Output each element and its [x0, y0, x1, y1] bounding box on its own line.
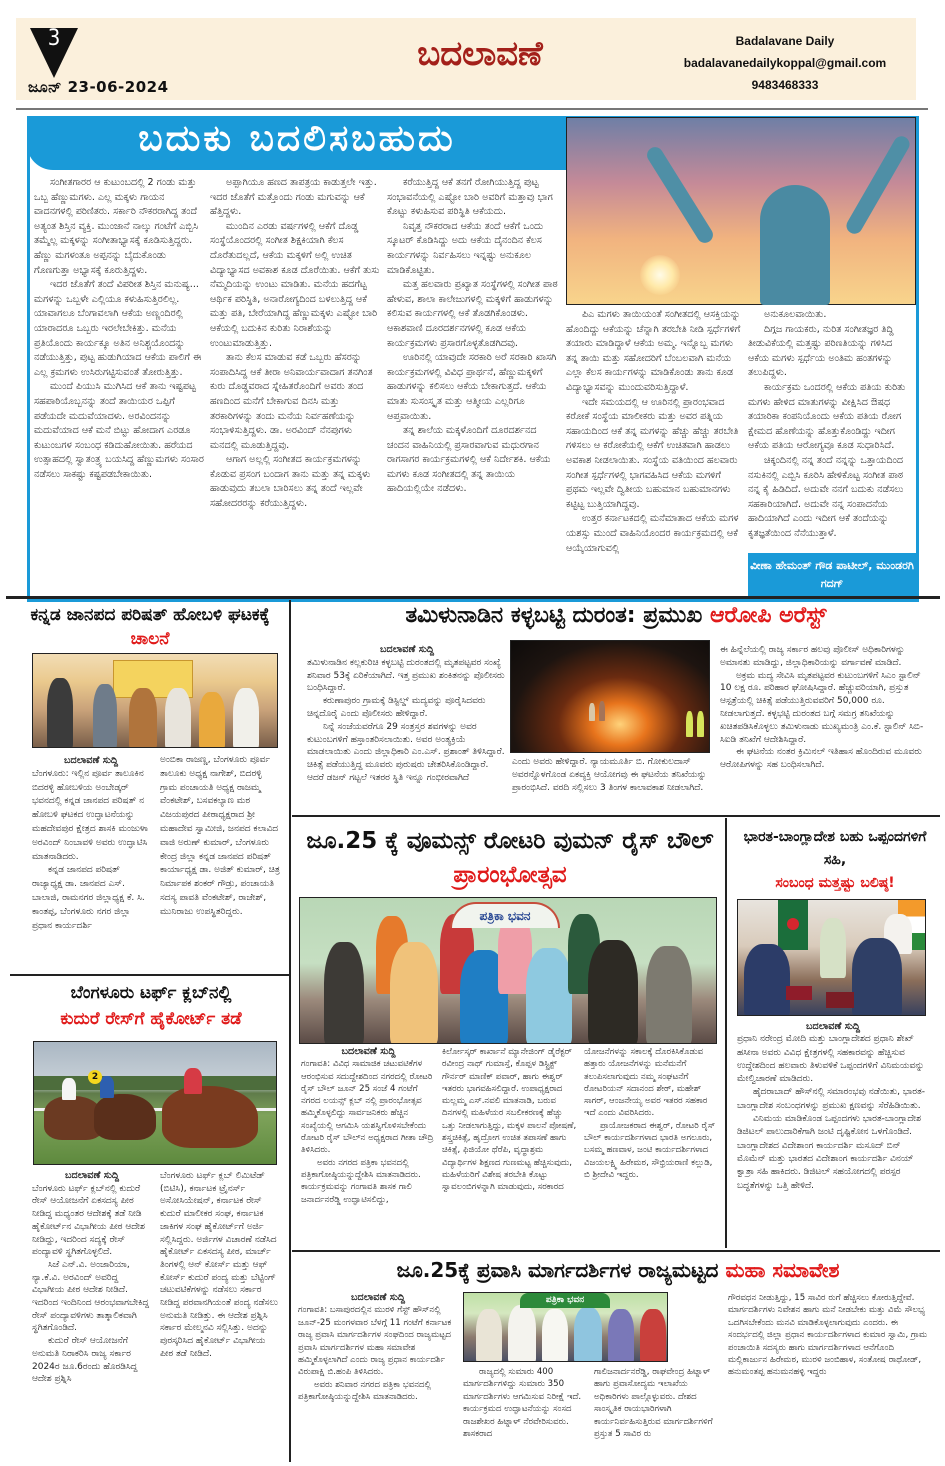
paragraph: ಗಂಗಾವತಿ: ವಿವಿಧ ಸಾಮಾಜಿಕ ಚಟುವಟಿಕೆಗಳ ಆರಂಭಿಸುವ ಸದುದ್ದೇಶದಿಂದ ನಗರದಲ್ಲಿ ರೋಟರಿ ರೈಸ್ ಬೌಲ್ ಜೂನ್ 25 ಸಂಜೆ 4 ಗಂಟೆಗೆ ನಗರದ ಲಯನ್ಸ್ ಕ್ಲಬ್ ನಲ್ಲಿ ಪ್ರಾರಂಭೋತ್ಸವ ಹಮ್ಮಿಕೊಳ್ಳಲಿದ್ದು ಸಾರ್ವಜನಿಕರು ಹೆಚ್ಚಿನ ಸಂಖ್ಯೆಯಲ್ಲಿ ಆಗಮಿಸಿ ಯಶಸ್ವಿಗೊಳಿಸಬೇಕೆಂದು ರೋಟರಿ ರೈಸ್ ಬೌಲ್‌ನ ಅಧ್ಯಕ್ಷರಾದ ಗೀತಾ ಚೌದ್ರಿ ತಿಳಿಸಿದರು.: [301, 1059, 434, 1156]
issue-date: ಜೂನ್ 23-06-2024: [28, 78, 169, 96]
paragraph: ಅಂಬಿಕಾ ರಾಜಣ್ಣ, ಬೆಂಗಳೂರು ಪೂರ್ವ ತಾಲೂಕು ಅಧ್ಯಕ್ಷ ನಾಗೇಶ್, ಬಿದರಳ್ಳಿ ಗ್ರಾಮ ಪಂಚಾಯತಿ ಅಧ್ಯಕ್ಷ ರಾಜಮ್ಮ ವೆಂಕಟೇಶ್, ಬಸವಕಲ್ಯಾಣ ಮಠ ವಿಜಯಪುರದ ಪೀಠಾಧ್ಯಕ್ಷರಾದ ಶ್ರೀ ಮಹಾದೇವ ಸ್ವಾಮೀಜಿ, ಜನಪದ ಕಲಾವಿದ ವಾಜಿ ಅರುಣ್ ಕುಮಾರ್, ಬೆಂಗಳೂರು ಕೇಂದ್ರ ಜಿಲ್ಲಾ ಕನ್ನಡ ಜಾನಪದ ಪರಿಷತ್ ಕಾರ್ಯಾಧ್ಯಕ್ಷ ಡಾ. ಅಜಿತ್ ಕುಮಾರ್, ಚಿತ್ರ ನಿರ್ಮಾಪಕ ಶಂಕರ್ ಗೌಡ್ರು, ಪಂಚಾಯತಿ ಸದಸ್ಯ ಪಾವತಿ ವೆಂಕಟೇಶ್, ರಾಜೇಶ್, ಮುನಿರಾಜು ಉಪಸ್ಥಿತರಿದ್ದರು.: [160, 755, 280, 917]
person: [589, 703, 595, 721]
paragraph: ಬೆಂಗಳೂರು ಟರ್ಫ್ ಕ್ಲಬ್ ಲಿಮಿಟೆಡ್ (ಬಿಟಿಸಿ), ಕರ್ನಾಟಕ ಟ್ರೈನರ್ಸ್ ಅಸೋಸಿಯೇಷನ್, ಕರ್ನಾಟಕ ರೇಸ್ ಕುದುರೆ ಮಾಲೀಕರ ಸಂಘ, ಕರ್ನಾಟಕ ಜಾಕಿಗಳ ಸಂಘ ಹೈಕೋರ್ಟ್‌ಗೆ ಅರ್ಜಿ ಸಲ್ಲಿಸಿದ್ದರು. ಅರ್ಜಿಗಳ ವಿಚಾರಣೆ ನಡೆಸಿದ ಹೈಕೋರ್ಟ್ ಏಕಸದಸ್ಯ ಪೀಠ, ಮಾರ್ಚ್ ತಿಂಗಳಲ್ಲಿ ಆನ್ ಕೋರ್ಸ್ ಮತ್ತು ಆಫ್ ಕೋರ್ಸ್ ಕುದುರೆ ಪಂದ್ಯ ಮತ್ತು ಬೆಟ್ಟಿಂಗ್ ಚಟುವಟಿಕೆಗಳನ್ನು ನಡೆಸಲು ಸರ್ಕಾರ ನೀಡಿದ್ದ ಪರವಾನಗಿಯಂತೆ ಪಂದ್ಯ ನಡೆಸಲು ಅನುಮತಿ ನೀಡಿತ್ತು. ಈ ಆದೇಶ ಪ್ರಶ್ನಿಸಿ ಸರ್ಕಾರ ಮೇಲ್ಮನವಿ ಸಲ್ಲಿಸಿತ್ತು. ಅದನ್ನು ಪುರಸ್ಕರಿಸಿದ ಹೈಕೋರ್ಟ್ ವಿಭಾಗೀಯ ಪೀಠ ತಡೆ ನೀಡಿದೆ.: [160, 1171, 279, 1359]
parishat-column-2: [160, 754, 280, 972]
bangladesh-signing-photo: [737, 899, 926, 1016]
person: [608, 1309, 634, 1362]
parishat-event-photo: [32, 653, 278, 748]
person: [542, 1309, 568, 1362]
paragraph: ಅನುಕೂಲವಾಯಿತು.: [764, 309, 827, 320]
photo-sign: ಪತ್ರಿಕಾ ಭವನ: [520, 1293, 610, 1308]
person: [390, 942, 438, 1044]
feature-column-3: [387, 176, 559, 596]
byline: ಬದಲಾವಣೆ ಸುದ್ದಿ: [806, 1021, 860, 1032]
paragraph: ಉತ್ತರ ಕರ್ನಾಟಕದಲ್ಲಿ ಮನೆಮಾತಾದ ಆಕೆಯ ಮಗಳ ಯಶಸ್ಸು ಮುಂದೆ ವಾಹಿನಿಯೊಂದರ ಕಾರ್ಯಕ್ರಮದಲ್ಲಿ ಆಕೆ ಆಯ್ಕೆಯಾಗುವಲ್ಲಿ: [566, 513, 739, 554]
tamilnadu-headline[interactable]: [292, 600, 940, 632]
paragraph: ಕರೆಯುತ್ತಿದ್ದ ಆಕೆ ತನಗೆ ರೋಗಿಯುತ್ತಿದ್ದ ಪುಟ್ಟ ಸಂಭಾವನೆಯಲ್ಲಿ ಎಷ್ಟೋ ಬಾರಿ ಅವರಿಗೆ ಮತ್ತಾವು ಭಾಗ ಕೊಟ್ಟು ಕಳುಹಿಸುವ ಪರಿಸ್ಥಿತಿ ಆಕೆಯದು.: [387, 177, 553, 218]
paragraph: ಅಪ್ಪಾಗಿಯೂ ಹಣದ ತಾಪತ್ರಯ ಕಾಡುತ್ತಲೇ ಇತ್ತು. ಇದರ ಜೊತೆಗೆ ಮತ್ತೊಂದು ಗಂಡು ಮಗುವನ್ನು ಆಕೆ ಹೆತ್ತಿದ್ದಳು.: [210, 177, 377, 218]
headline-black-text: ಜೂ.25 ಕ್ಕೆ ವೂಮನ್ಸ್ ರೋಟರಿ ವುಮನ್ ರೈಸ್ ಬೌಲ್: [306, 828, 714, 854]
person: [526, 948, 572, 1044]
paragraph: ನಿವೃತ್ತ ನೌಕರರಾದ ಆಕೆಯ ತಂದೆ ಆಕೆಗೆ ಒಂದು ಸ್ಕೂಟರ್ ಕೊಡಿಸಿದ್ದು ಅದು ಆಕೆಯ ದೈನಂದಿನ ಕೆಲಸ ಕಾರ್ಯಗಳನ್ನು ನಿರ್ವಹಿಸಲು ಇನ್ನಷ್ಟು ಅನುಕೂಲ ಮಾಡಿಕೊಟ್ಟಿತು.: [387, 220, 544, 276]
contact-email[interactable]: badalavanedailykoppal@gmail.com: [683, 56, 887, 70]
paragraph: ಅವರು ನಗರದ ಪತ್ರಿಕಾ ಭವನದಲ್ಲಿ ಪತ್ರಿಕಾಗೋಷ್ಠಿಯನ್ನುದ್ದೇಶಿಸಿ ಮಾತನಾಡಿದರು. ಕಾರ್ಯಕ್ರಮವನ್ನು ಗಂಗಾವತಿ ಶಾಸಕ ಗಾಲಿ ಜನಾರ್ದನರೆಡ್ಡಿ ಉದ್ಘಾಟಿಸಲಿದ್ದು,: [301, 1157, 421, 1205]
paragraph: ಬೆಂಗಳೂರು: ಇಲ್ಲಿನ ಪೂರ್ವ ತಾಲೂಕಿನ ಬಿದರಳ್ಳಿ ಹೋಬಳಿಯ ಅಂಬೇಡ್ಕರ್ ಭವನದಲ್ಲಿ ಕನ್ನಡ ಜಾನಪದ ಪರಿಷತ್ ನ ಹೋಬಳಿ ಘಟಕದ ಉದ್ಘಾಟನೆಯನ್ನು ಮಹದೇವಪುರ ಕ್ಷೇತ್ರದ ಶಾಸಕಿ ಮಂಜುಳಾ ಅರವಿಂದ್ ನಿಂಬಾವಳಿ ಅವರು ಉದ್ಘಾಟಿಸಿ ಮಾತನಾಡಿದರು.: [32, 768, 148, 862]
paragraph: ಕನ್ನಡ ಜಾನಪದ ಪರಿಷತ್ ರಾಜ್ಯಾಧ್ಯಕ್ಷ ಡಾ. ಜಾನಪದ ಎಸ್. ಬಾಲಾಜಿ, ರಾಮನಗರ ಜಿಲ್ಲಾಧ್ಯಕ್ಷ ಕೆ. ಸಿ. ಕಾಂತಪ್ಪ, ಬೆಂಗಳೂರು ನಗರ ಜಿಲ್ಲಾ ಪ್ರಧಾನ ಕಾರ್ಯದರ್ಶಿ: [32, 865, 145, 931]
bangladesh-headline[interactable]: [735, 826, 935, 895]
section-divider: [6, 596, 940, 599]
jockey: [100, 1076, 114, 1098]
headline-black-text: ಜೂ.25ಕ್ಕೆ ಪ್ರವಾಸಿ ಮಾರ್ಗದರ್ಶಿಗಳ ರಾಜ್ಯಮಟ್ಟದ: [396, 1258, 719, 1282]
person: [165, 688, 191, 748]
guides-column-4: [728, 1292, 932, 1462]
contact-block: [650, 30, 920, 96]
headline-black-text: ತಮಿಳುನಾಡಿನ ಕಳ್ಳಬಟ್ಟಿ ದುರಂತ: ಪ್ರಮುಖ: [405, 603, 703, 628]
headline-black-text: ಬೆಂಗಳೂರು ಟರ್ಫ್ ಕ್ಲಬ್‌ನಲ್ಲಿ: [70, 983, 232, 1003]
byline: ಬದಲಾವಣೆ ಸುದ್ದಿ: [64, 755, 118, 766]
agreement-folder: [786, 986, 812, 1000]
guides-column-2: [463, 1366, 589, 1462]
paragraph: ಪ್ರಾಯೋಜಕರಾದ ಈಶ್ವರ್, ರೋಟರಿ ರೈಸ್ ಬೌಲ್ ಕಾರ್ಯದರ್ಶಿಗಳಾದ ಭಾರತಿ ಅಗಲೂರು, ಬಸಮ್ಮ ಹಣವಾಳ, ಜಂಟಿ ಕಾರ್ಯದರ್ಶಿಗಳಾದ ವಿಜಯಲಕ್ಷ್ಮಿ ಹಿರೇಮಠ, ಸೌಭ್ರಿಯರಾಣಿ ಕಲ್ಲುಡಿ, ಬಿ ಶ್ರೀದೇವಿ ಇದ್ದರು.: [584, 1120, 716, 1180]
race-column-1: [32, 1170, 152, 1466]
paragraph: ಗಂಗಾವತಿ: ಬಸಾಪುರದಲ್ಲಿನ ಮುರಳಿ ಗೆಸ್ಟ್ ಹೌಸ್‌ನಲ್ಲಿ ಜೂನ್-25 ಮಂಗಳವಾರ ಬೆಳಗ್ಗೆ 11 ಗಂಟೆಗೆ ಕರ್ನಾಟಕ ರಾಜ್ಯ ಪ್ರವಾಸಿ ಮಾರ್ಗದರ್ಶಿಗಳ ಸಂಘದಿಂದ ರಾಜ್ಯಮಟ್ಟದ ಪ್ರವಾಸಿ ಮಾರ್ಗದರ್ಶಿಗಳ ಮಹಾ ಸಮಾವೇಶ ಹಮ್ಮಿಕೊಳ್ಳಲಾಗಿದೆ ಎಂದು ರಾಜ್ಯ ಪ್ರಧಾನ ಕಾರ್ಯದರ್ಶಿ ವಿರುಪಾಕ್ಷಿ ಬಿ.ಹಂಪಿ ತಿಳಿಸಿದರು.: [298, 1305, 452, 1378]
paragraph: ಇದರ ಜೊತೆಗೆ ತಂದೆ ವಿಪರೀತ ಶಿಸ್ತಿನ ಮನುಷ್ಯ... ಮಗಳನ್ನು ಒಬ್ಬಳೇ ಎಲ್ಲಿಯೂ ಕಳುಹಿಸುತ್ತಿರಲಿಲ್ಲ. ಯಾವಾಗಲೂ ಬೆಂಗಾವಲಾಗಿ ಆಕೆಯ ಅಣ್ಣಂದಿರಲ್ಲಿ ಯಾರಾದರೂ ಒಬ್ಬರು ಇರಲೇಬೇಕಿತ್ತು. ಮನೆಯ ಪ್ರತಿಯೊಂದು ಕಾರ್ಯಕ್ಕೂ ಅತಿನ ಅನಿಶ್ಚಯೊಂದನ್ನು ನಡೆಯುತ್ತಿತ್ತು, ಪುಟ್ಟ ಹುಡುಗಿಯಾದ ಆಕೆಯ ಪಾಲಿಗೆ ಈ ಎಲ್ಲ ಕ್ರಮಗಳು ಉಸಿರುಗಟ್ಟಿಸುವಂತೆ ತೋರುತ್ತಿತ್ತು.: [34, 279, 202, 378]
publication-name: Badalavane Daily: [735, 34, 835, 48]
guides-column-1: [298, 1292, 458, 1462]
headline-red-text: ಸಂಬಂಧ ಮತ್ತಷ್ಟು ಬಲಿಷ್ಠ!: [775, 875, 895, 891]
person: [574, 1307, 602, 1362]
paragraph: ಈ ಘಟನೆಯ ನಂತರ ಕ್ರಿಮಿನಲ್ ಇತಿಹಾಸ ಹೊಂದಿರುವ ಮೂವರು ಆರೋಪಿಗಳನ್ನು ಸಹ ಬಂಧಿಸಲಾಗಿದೆ.: [720, 747, 922, 771]
headline-red-text: ಕುದುರೆ ರೇಸ್‌ಗೆ ಹೈಕೋರ್ಟ್ ತಡೆ: [60, 1009, 242, 1029]
paragraph: ಸಂಗೀತಗಾರರ ಆ ಕುಟುಂಬದಲ್ಲಿ 2 ಗಂಡು ಮತ್ತು ಒಬ್ಬ ಹೆಣ್ಣುಮಗಳು. ಎಲ್ಲ ಮಕ್ಕಳು ಗಾಯನ ವಾದನಗಳಲ್ಲಿ ಪರಿಣಿತರು. ಸರ್ಕಾರಿ ನೌಕರರಾಗಿದ್ದ ತಂದೆ ಅತ್ಯಂತ ಶಿಸ್ತಿನ ವ್ಯಕ್ತಿ. ಮುಂಜಾನೆ ನಾಲ್ಕು ಗಂಟೆಗೆ ಎಬ್ಬಿಸಿ ತಮ್ಮೆಲ್ಲ ಮಕ್ಕಳನ್ನು ಸಂಗೀತಾಭ್ಯಾಸಕ್ಕೆ ಕೂಡಿಸುತ್ತಿದ್ದರು. ಹೆಣ್ಣು ಮಗಳಂತೂ ಅಪ್ಪನನ್ನು ಬೈದುಕೊಂಡು ಗೊಣಗುತ್ತಾ ಅಭ್ಯಾಸಕ್ಕೆ ಕೂರುತ್ತಿದ್ದಳು.: [34, 177, 199, 276]
bangladesh-column: [737, 1020, 929, 1248]
race-headline[interactable]: [10, 980, 292, 1032]
bangladesh-flag: [778, 900, 808, 950]
paragraph: ಕರುಣಾಪುರಂ ಗ್ರಾಮಕ್ಕೆ ಡಿಸ್ಟಿಲ್ಡ್ ಮದ್ಯವನ್ನು ಪೂರೈಸಿದವರು ಚಿನ್ನದೊರೈ ಎಂದು ಪೊಲೀಸರು ಹೇಳಿದ್ದಾರೆ.: [307, 696, 486, 719]
byline: ಬದಲಾವಣೆ ಸುದ್ದಿ: [65, 1170, 119, 1181]
tamilnadu-column-2: [512, 756, 712, 812]
headline-red-text: ಪ್ರಾರಂಭೋತ್ಸವ: [453, 862, 567, 888]
tamilnadu-column-3: [720, 644, 930, 810]
paragraph: ಮುಂದಿನ ಎರಡು ವರ್ಷಗಳಲ್ಲಿ ಆಕೆಗೆ ದೊಡ್ಡ ಸಂಸ್ಥೆಯೊಂದರಲ್ಲಿ ಸಂಗೀತ ಶಿಕ್ಷಕಿಯಾಗಿ ಕೆಲಸ ದೊರೆತುದಲ್ಲದೆ, ಆಕೆಯ ಮಕ್ಕಳಿಗೆ ಅಲ್ಲಿ ಉಚಿತ ವಿದ್ಯಾಭ್ಯಾಸದ ಅವಕಾಶ ಕೂಡ ದೊರೆಯಿತು. ಆಕೆಗೆ ತುಸು ನೆಮ್ಮದಿಯನ್ನು ಉಂಟು ಮಾಡಿತು. ಮನೆಯ ಹದಗೆಟ್ಟ ಆರ್ಥಿಕ ಪರಿಸ್ಥಿತಿ, ಅನಾರೋಗ್ಯದಿಂದ ಬಳಲುತ್ತಿದ್ದ ಆಕೆ ಮತ್ತು ಪತಿ, ಬೇರೆಯಾಗಿದ್ದ ಹೆಣ್ಣುಮಕ್ಕಳು ಎಷ್ಟೋ ಬಾರಿ ಆಕೆಯಲ್ಲಿ ಬದುಕಿನ ಕುರಿತು ನಿರಾಶೆಯನ್ನು ಉಂಟುಮಾಡುತ್ತಿತ್ತು.: [210, 220, 380, 349]
headline-red-text: ಮಹಾ ಸಮಾವೇಶ: [725, 1258, 840, 1282]
guides-column-3: [594, 1366, 720, 1462]
agreement-folder: [826, 992, 854, 1008]
person: [744, 944, 790, 1016]
hooch-tragedy-photo: [510, 640, 710, 753]
paragraph: ಬೆಂಗಳೂರು ಟರ್ಫ್ ಕ್ಲಬ್‌ನಲ್ಲಿ ಕುದುರೆ ರೇಸ್ ಆಯೋಜನೆಗೆ ಏಕಸದಸ್ಯ ಪೀಠ ನೀಡಿದ್ದ ಮಧ್ಯಂತರ ಆದೇಶಕ್ಕೆ ತಡೆ ನೀಡಿ ಹೈಕೋರ್ಟ್‌ನ ವಿಭಾಗೀಯ ಪೀಠ ಆದೇಶ ನೀಡಿದ್ದು, ಇದರಿಂದ ಸದ್ಯಕ್ಕೆ ರೇಸ್ ಪಂದ್ಯಾವಳಿ ಸ್ಥಗಿತಗೊಳ್ಳಲಿದೆ.: [32, 1183, 145, 1258]
person: [93, 684, 117, 748]
paragraph: ಪಿಎ ಮಗಳು ತಾಯಿಯಂತೆ ಸಂಗೀತದಲ್ಲಿ ಆಸಕ್ತಿಯನ್ನು ಹೊಂದಿದ್ದು ಆಕೆಯನ್ನು ಚೆನ್ನಾಗಿ ತರಬೇತಿ ನೀಡಿ ಸ್ಪರ್ಧೆಗಳಿಗೆ ತಯಾರು ಮಾಡಿದ್ದಾಳೆ ಆಕೆಯ ಅಮ್ಮ. ಇನ್ನೊಬ್ಬ ಮಗಳು ತನ್ನ ತಾಯಿ ಮತ್ತು ಸಹೋದರಿಗೆ ಬೆಂಬಲವಾಗಿ ಮನೆಯ ಎಲ್ಲಾ ಕೆಲಸ ಕಾರ್ಯಗಳನ್ನು ಮಾಡಿಕೊಂಡು ತಾನು ಕೂಡ ವಿದ್ಯಾಭ್ಯಾಸವನ್ನು ಮುಂದುವರಿಸುತ್ತಿದ್ದಾಳೆ.: [566, 309, 741, 393]
horse: [94, 1094, 156, 1140]
paragraph: ನಿನ್ನೆ ಸಂಜೆಯವರೆಗೂ 29 ಸಂತ್ರಸ್ತರ ಶವಗಳನ್ನು ಅವರ ಕುಟುಂಬಗಳಿಗೆ ಹಸ್ತಾಂತರಿಸಲಾಯಿತು. ಅವರ ಅಂತ್ಯಕ್ರಿಯೆ ಮಾಡಲಾಯಿತು ಎಂದು ಜಿಲ್ಲಾಧಿಕಾರಿ ಎಂ.ಎಸ್. ಪ್ರಶಾಂತ್ ತಿಳಿಸಿದ್ದಾರೆ. ಚಿಕಿತ್ಸೆ ಪಡೆಯುತ್ತಿದ್ದ ಮೂವರು ಪುರುಷರು ಚೇತರಿಸಿಕೊಂಡಿದ್ದಾರೆ. ಆದರೆ ಡಜನ್ ಗಟ್ಟಲೆ ಇತರರ ಸ್ಥಿತಿ ಇನ್ನೂ ಗಂಭೀರವಾಗಿದೆ: [307, 721, 505, 783]
column-divider: [725, 818, 727, 1248]
feature-author: ವೀಣಾ ಹೇಮಂತ್ ಗೌಡ ಪಾಟೀಲ್, ಮುಂಡರಗಿ ಗದಗ್: [748, 553, 916, 597]
paragraph: ಮುಂದೆ ಪಿಯುಸಿ ಮುಗಿಸಿದ ಆಕೆ ತಾನು ಇಷ್ಟಪಟ್ಟ ಸಹಪಾಠಿಯೊಬ್ಬನನ್ನು ತಂದೆ ತಾಯಿಯರ ಒಪ್ಪಿಗೆ ಪಡೆಯದೇ ಮದುವೆಯಾದಳು. ಅರವಿಂದನನ್ನು ಮದುವೆಯಾದ ಆಕೆ ಮನೆ ಬಿಟ್ಟು ಹೋದಾಗ ಎರಡೂ ಕುಟುಂಬಗಳ ಸಂಬಂಧ ಕಡಿದುಹೋಯಿತು. ಹರೆಯದ ಉತ್ಸಾಹದಲ್ಲಿ ಸ್ವಾತಂತ್ರ್ಯ ಬಯಸಿದ್ದ ಹೆಣ್ಣುಮಗಳು ಸಂಸಾರ ನಡೆಸಲು ಸಾಕಷ್ಟು ಕಷ್ಟಪಡಬೇಕಾಯಿತು.: [34, 381, 204, 480]
section-divider: [292, 1250, 940, 1252]
byline: ಬದಲಾವಣೆ ಸುದ್ದಿ: [341, 1046, 396, 1057]
rotary-column-1: [301, 1046, 436, 1250]
race-column-2: [160, 1170, 280, 1466]
paragraph: ಯೋಜನೆಗಳನ್ನು ಸಕಾಲಕ್ಕೆ ದೊರಕಿಸಿಕೊಡುವ ಹತ್ತಾರು ಯೋಜನೆಗಳನ್ನು ಮನೆಮನೆಗೆ ತಲುಪಿಸಲಾಗುವುದು ನಮ್ಮ ಸಂಘಟನೆಗೆ ರೋಟರಿಯನ್ ಸದಾನಂದ ಶೇಠ್, ಮಹೇಶ್ ಸಾಗರ್, ಆಂಜನೇಯ್ಯ ಅವರ ಇತರರ ಸಹಕಾರ ಇದೆ ಎಂದು ವಿವರಿಸಿದರು.: [584, 1047, 708, 1119]
sky: [34, 1042, 277, 1078]
person: [697, 711, 704, 737]
paragraph: ಅಕ್ರಮ ಮದ್ಯ ಸೇವಿಸಿ ಮೃತಪಟ್ಟವರ ಕುಟುಂಬಗಳಿಗೆ ಸಿಎಂ ಸ್ಟಾಲಿನ್ 10 ಲಕ್ಷ ರೂ. ಪರಿಹಾರ ಘೋಷಿಸಿದ್ದಾರೆ. ಹೆಚ್ಚುವರಿಯಾಗಿ, ಪ್ರಸ್ತುತ ಆಸ್ಪತ್ರೆಯಲ್ಲಿ ಚಿಕಿತ್ಸೆ ಪಡೆಯುತ್ತಿರುವವರಿಗೆ 50,000 ರೂ. ನೀಡಲಾಗುತ್ತದೆ. ಕಳ್ಳಭಟ್ಟಿ ದುರಂತದ ಬಗ್ಗೆ ಸಮಗ್ರ ತನಿಖೆಯನ್ನು ಖಚಿತಪಡಿಸಿಕೊಳ್ಳಲು ತಮಿಳುನಾಡು ಮುಖ್ಯಮಂತ್ರಿ ಎಂ.ಕೆ. ಸ್ಟಾಲಿನ್ ಸಿಬಿ-ಸಿಐಡಿ ತನಿಖೆಗೆ ಆದೇಶಿಸಿದ್ದಾರೆ.: [720, 670, 924, 745]
person: [129, 688, 157, 748]
byline: ಬದಲಾವಣೆ ಸುದ್ದಿ: [380, 644, 434, 655]
person: [508, 1305, 536, 1362]
paragraph: ಆಗಾಗ ಅಲ್ಲಲ್ಲಿ ಸಂಗೀತದ ಕಾರ್ಯಕ್ರಮಗಳನ್ನು ಕೊಡುವ ಪ್ರಸಂಗ ಬಂದಾಗ ತಾನು ಮತ್ತು ತನ್ನ ಮಕ್ಕಳು ಹಾಡುವುದು ತಬಲಾ ಬಾರಿಸಲು ತನ್ನ ತಂದೆ ಇಲ್ಲವೇ ಸಹೋದರರನ್ನು ಕರೆಯುತ್ತಿದ್ದಳು.: [210, 454, 371, 510]
paragraph: ವಿನಿಮಯ ಮಾಡಿಕೊಂಡ ಒಪ್ಪಂದಗಳು ಭಾರತ-ಬಾಂಗ್ಲಾದೇಶ ಡಿಜಿಟಲ್ ಪಾಲುದಾರಿಕೆಗಾಗಿ ಜಂಟಿ ದೃಷ್ಟಿಕೋನ ಒಳಗೊಂಡಿದೆ. ಬಾಂಗ್ಲಾದೇಶದ ವಿದೇಶಾಂಗ ಕಾರ್ಯದರ್ಶಿ ಮಸೂದ್ ಬಿನ್ ಮೊಮೆನ್ ಮತ್ತು ಭಾರತದ ವಿದೇಶಾಂಗ ಕಾರ್ಯದರ್ಶಿ ವಿನಯ್ ಕ್ವಾತ್ರಾ ಸಹಿ ಹಾಕಿದರು. ಡಿಜಿಟಲ್ ಸಹಯೋಗದಲ್ಲಿ ಪರಸ್ಪರ ಬದ್ಧತೆಗಳನ್ನು ಒತ್ತಿ ಹೇಳಿದೆ.: [737, 1114, 922, 1191]
paragraph: ಎಂದು ಅವರು ಹೇಳಿದ್ದಾರೆ. ನ್ಯಾಯಮೂರ್ತಿ ಬಿ. ಗೋಕುಲದಾಸ್ ಅವರನ್ನೊಳಗೊಂಡ ಏಕವ್ಯಕ್ತಿ ಆಯೋಗವು ಈ ಘಟನೆಯ ತನಿಖೆಯನ್ನು ಪ್ರಾರಂಭಿಸಿದೆ. ವರದಿ ಸಲ್ಲಿಸಲು 3 ತಿಂಗಳ ಕಾಲಾವಕಾಶ ನೀಡಲಾಗಿದೆ.: [512, 757, 707, 793]
paragraph: ಊರಿನಲ್ಲಿ ಯಾವುದೇ ಸರಕಾರಿ ಅರೆ ಸರಕಾರಿ ಖಾಸಗಿ ಕಾರ್ಯಕ್ರಮಗಳಲ್ಲಿ ವಿವಿಧ ಪ್ರಾರ್ಥನೆ, ಹೆಣ್ಣುಮಕ್ಕಳಿಗೆ ಹಾಡುಗಳನ್ನು ಕಲಿಸಲು ಆಕೆಯ ಬೇಕಾಗುತ್ತದೆ. ಆಕೆಯ ಮಾತು ಸುಸಂಸ್ಕೃತ ಮತ್ತು ಆತ್ಮೀಯ ಎಲ್ಲರಿಗೂ ಆಪ್ತವಾಯಿತು.: [387, 352, 557, 422]
newspaper-logo: ಬದಲಾವಣೆ: [417, 34, 543, 74]
rotary-column-3: [584, 1046, 720, 1250]
paragraph: ಮತ್ತ ಹಲವಾರು ಪ್ರಖ್ಯಾತ ಸಂಸ್ಥೆಗಳಲ್ಲಿ ಸಂಗೀತ ಪಾಠ ಹೇಳುವ, ಶಾಲಾ ಕಾಲೇಜುಗಳಲ್ಲಿ ಮಕ್ಕಳಿಗೆ ಹಾಡುಗಳನ್ನು ಕಲಿಸುವ ಕಾರ್ಯಗಳಲ್ಲಿ ಆಕೆ ತೊಡಗಿಕೊಂಡಳು. ಆಕಾಶವಾಣಿ ದೂರದರ್ಶನಗಳಲ್ಲಿ ಕೂಡ ಆಕೆಯ ಕಾರ್ಯಕ್ರಮಗಳು ಪ್ರಸಾರಗೊಳ್ಳತೊಡಗಿದವು.: [387, 279, 558, 349]
headline-red-text: ಆರೋಪಿ ಅರೆಸ್ಟ್: [709, 603, 827, 628]
paragraph: ಕಾರ್ಯಕ್ರಮ ಒಂದರಲ್ಲಿ ಆಕೆಯ ಪತಿಯ ಕುರಿತು ಮಗಳು ಹೇಳಿದ ಮಾತುಗಳನ್ನು ವೀಕ್ಷಿಸಿದ ಔಷಧ ತಯಾರಿಕಾ ಕಂಪನಿಯೊಂದು ಆಕೆಯ ಪತಿಯ ರೋಗ ಕ್ಷೇಮದ ಹೊಣೆಯನ್ನು ಹೊತ್ತುಕೊಂಡಿದ್ದು ಇದೀಗ ಆಕೆಯ ಪತಿಯ ಆರೋಗ್ಯವೂ ಕೂಡ ಸುಧಾರಿಸಿದೆ.: [748, 381, 906, 452]
byline: ಬದಲಾವಣೆ ಸುದ್ದಿ: [351, 1292, 405, 1303]
paragraph: ಗೌರವಧನ ನೀಡುತ್ತಿದ್ದು, 15 ಸಾವಿರ ರುಗೆ ಹೆಚ್ಚಿಸಲು ಕೋರುತ್ತಿದ್ದೇವೆ. ಮಾರ್ಗದರ್ಶಿಗಳು ನಿವೇಶನ ಹಾಗು ಮನೆ ನೀಡಬೇಕು ಮತ್ತು ವಿಮೆ ಸೌಲಭ್ಯ ಒದಗಿಸಬೇಕೆಂದು ಮನವಿ ಮಾಡಿಕೊಳ್ಳಲಾಗುವುದು ಎಂದರು. ಈ ಸಂದರ್ಭದಲ್ಲಿ ಜಿಲ್ಲಾ ಪ್ರಧಾನ ಕಾರ್ಯದರ್ಶಿಗಳಾದ ಕುಮಾರ ಸ್ವಾಮಿ, ಗ್ರಾಮ ಪಂಚಾಯಿತಿ ಸದಸ್ಯರು ಹಾಗು ಮಾರ್ಗದರ್ಶಿಗಳಾದ ಆನೆಗೊಂದಿ ಮಲ್ಲಿಕಾರ್ಜುನ ಹಿರೇಮಠ, ಮುರಳಿ ಜಂಬಿಹಾಳ, ಸಂತೋಷ ರಾಥೋಡ್, ಹನುಮಂತಪ್ಪ ಹನುಮನಹಳ್ಳಿ ಇದ್ದರು: [728, 1293, 928, 1378]
person: [820, 918, 846, 978]
person: [476, 1309, 502, 1362]
horse-race-photo: [33, 1041, 277, 1165]
paragraph: ತಾನು ಕೆಲಸ ಮಾಡುವ ಕಡೆ ಒಬ್ಬರು ಹೆಸರನ್ನು ಸಂಪಾದಿಸಿದ್ದ ಆಕೆ ತೀರಾ ಅನಿವಾರ್ಯವಾದಾಗ ತನಗಿಂತ ಕುರು ದೊಡ್ಡವರಾದ ಸ್ನೇಹಿತರೊಂದಿಗೆ ಅವರು ತಂದ ಹಣದಿಂದ ಮನೆಗೆ ಬೇಕಾಗುವ ದಿನಸಿ ಮತ್ತು ತರಕಾರಿಗಳನ್ನು ತಂದು ಮನೆಯ ನಿರ್ವಹಣೆಯನ್ನು ಸಂಭಾಳಿಸುತ್ತಿದ್ದಳು. ಡಾ. ಅರವಿಂದ್ ನೆನಪುಗಳು ಮನದಲ್ಲಿ ಮೂಡುತ್ತಿದ್ದವು.: [210, 352, 373, 451]
rotary-headline[interactable]: [296, 824, 724, 892]
person: [233, 688, 259, 748]
person: [599, 701, 605, 721]
person: [324, 942, 364, 1044]
paragraph: ಇದೇ ಸಮಯದಲ್ಲಿ ಆ ಊರಿನಲ್ಲಿ ಪ್ರಾರಂಭವಾದ ಕರೋಕೆ ಸಂಸ್ಥೆಯ ಮಾಲೀಕರು ಮತ್ತು ಅವರ ಪತ್ನಿಯ ಸಹಾಯದಿಂದ ಆಕೆ ತನ್ನ ಮಗಳನ್ನು ಹೆಚ್ಚು ಹೆಚ್ಚು ತರಬೇತಿ ಗಳಿಸಲು ಆ ಕರೋಕೆಯಲ್ಲಿ ಆಕೆಗೆ ಉಚಿತವಾಗಿ ಹಾಡಲು ಅವಕಾಶ ನೀಡಲಾಯಿತು. ಸಂಸ್ಥೆಯ ವತಿಯಿಂದ ಹಲವಾರು ಸಂಗೀತ ಸ್ಪರ್ಧೆಗಳಲ್ಲಿ ಭಾಗವಹಿಸಿದ ಆಕೆಯ ಮಗಳಿಗೆ ಪ್ರಥಮ ಇಲ್ಲವೇ ದ್ವಿತೀಯ ಬಹುಮಾನ ಬಹುಮಾನಗಳು ಕಟ್ಟಿಟ್ಟ ಬುತ್ತಿಯಾಗಿದ್ದವು.: [566, 396, 739, 510]
section-divider: [10, 974, 290, 976]
feature-column-1: [34, 176, 204, 596]
person: [852, 938, 902, 1016]
headline-red-text: ಚಾಲನೆ: [130, 629, 170, 649]
horse: [162, 1086, 258, 1148]
hooded-figure: [760, 185, 830, 305]
sun-glow: [640, 255, 680, 295]
page-number: 3: [47, 26, 61, 51]
feature-column-5: [748, 308, 916, 550]
paragraph: ರಾಜ್ಯದಲ್ಲಿ ಸುಮಾರು 400 ಮಾರ್ಗದರ್ಶಿಗಳಿದ್ದು ಸುಮಾರು 350 ಮಾರ್ಗದರ್ಶಿಗಳು ಆಗಮಿಸುವ ನಿರೀಕ್ಷೆ ಇದೆ. ಕಾರ್ಯಕ್ರಮದ ಉದ್ಘಾಟನೆಯನ್ನು ಸಂಸದ ರಾಜಶೇಖರ ಹಿಟ್ನಾಳ್ ನೆರವೇರಿಸುವರು. ಶಾಸಕರಾದ: [463, 1367, 582, 1440]
feature-column-2: [210, 176, 380, 596]
rotary-column-2: [442, 1046, 578, 1250]
tamilnadu-column-1: [307, 644, 507, 810]
paragraph: ತಮಿಳುನಾಡಿನ ಕಲ್ಲಕುರಿಚಿ ಕಳ್ಳಬಟ್ಟಿ ದುರಂತದಲ್ಲಿ ಮೃತಪಟ್ಟವರ ಸಂಖ್ಯೆ ಶನಿವಾರ 53ಕ್ಕೆ ಏರಿಕೆಯಾಗಿದೆ. ಇತ್ತ ಪ್ರಮುಖ ಶಂಕಿತನನ್ನು ಪೊಲೀಸರು ಬಂಧಿಸಿದ್ದಾರೆ.: [307, 657, 505, 694]
paragraph: ಕಿರ್ಲೋಸ್ಕರ್ ಕಾರ್ಖಾನೆ ಮ್ಯಾನೇಜಿಂಗ್ ಡೈರೆಕ್ಟರ್ ರವೀಂದ್ರ ನಾಥ್ ಗುಮಾಸ್ತೆ, ಕೊಪ್ಪಳ ಡಿಸ್ಟ್ರಿಕ್ಟ್ ಗೌರ್ನರ್ ಮಾಣಿಕ್ ಪವಾರ್, ಹಾಗು ಈಶ್ವರ್ ಇತರರು ಭಾಗವಹಿಸಲಿದ್ದಾರೆ. ಉಪಾಧ್ಯಕ್ಷರಾದ ಮಲ್ಲಮ್ಮ ಎಸ್.ನವಲಿ ಮಾತನಾಡಿ, ಬರುವ ದಿನಗಳಲ್ಲಿ ಮಹಿಳೆಯರ ಸಬಲೀಕರಣಕ್ಕೆ ಹೆಚ್ಚು ಒತ್ತು ನೀಡಲಾಗುತ್ತಿದ್ದು, ಮಕ್ಕಳ ಪಾಲನೆ ಪೋಷಣೆ, ಶಸ್ತ್ರಚಿಕಿತ್ಸೆ, ಹೃದ್ರೋಗ ಉಚಿತ ತಪಾಸಣೆ ಹಾಗು ಚಿಕಿತ್ಸೆ, ಫಿಜಿಯೋ ಥೆರೆಪಿ, ವೃದ್ಧಾಶ್ರಮ ವಿದ್ಯಾರ್ಥಿಗಳ ಶಿಕ್ಷಣದ ಗುಣಮಟ್ಟ ಹೆಚ್ಚಿಸುವುದು, ಮಹಿಳೆಯರಿಗೆ ವಿಶೇಷ ತರಬೇತಿ ಕೊಟ್ಟು ಸ್ವಾವಲಂಬಿಗಳನ್ನಾಗಿ ಮಾಡುವುದು, ಸರಕಾರದ: [442, 1047, 577, 1193]
contact-phone: 9483468333: [751, 78, 819, 92]
person: [640, 1309, 666, 1362]
headline-black-text: ಕನ್ನಡ ಜಾನಪದ ಪರಿಷತ್ ಹೋಬಳಿ ಘಟಕಕ್ಕೆ: [30, 605, 270, 625]
feature-column-4: [566, 308, 742, 596]
feature-title: ಬದುಕು ಬದಲಿಸಬಹುದು: [138, 118, 456, 159]
jockey: [62, 1078, 76, 1100]
person: [588, 940, 638, 1044]
paragraph: ಹೈದರಾಬಾದ್ ಹೌಸ್‌ನಲ್ಲಿ ಸಮಾರಂಭವು ನಡೆಯಿತು, ಭಾರತ-ಬಾಂಗ್ಲಾದೇಶ ಸಂಬಂಧಗಳನ್ನು ಪ್ರಮುಖ ಕ್ಷಣವನ್ನು ಸೆರೆಹಿಡಿಯಿತು.: [737, 1087, 925, 1111]
parishat-column-1: [32, 754, 150, 972]
paragraph: ಅವರು ಶನಿವಾರ ನಗರದ ಪತ್ರಿಕಾ ಭವನದಲ್ಲಿ ಪತ್ರಿಕಾಗೋಷ್ಠಿಯನ್ನುದ್ದೇಶಿಸಿ ಮಾತನಾಡಿದರು.: [298, 1379, 432, 1403]
paragraph: ಪ್ರಧಾನಿ ನರೇಂದ್ರ ಮೋದಿ ಮತ್ತು ಬಾಂಗ್ಲಾದೇಶದ ಪ್ರಧಾನಿ ಶೇಖ್ ಹಸೀನಾ ಅವರು ವಿವಿಧ ಕ್ಷೇತ್ರಗಳಲ್ಲಿ ಸಹಕಾರವನ್ನು ಹೆಚ್ಚಿಸುವ ಉದ್ದೇಶದಿಂದ ಹಲವಾರು ತಿಳುವಳಿಕೆ ಒಪ್ಪಂದಗಳಿಗೆ ವಿನಿಮಯವನ್ನು ಮೇಲ್ವಿಚಾರಣೆ ಮಾಡಿದರು.: [737, 1034, 925, 1085]
section-divider: [292, 815, 940, 817]
paragraph: ಸಿಜೆ ಎನ್.ವಿ. ಅಂಜಾರಿಯಾ, ನ್ಯಾ.ಕೆ.ವಿ. ಅರವಿಂದ್ ಅವರಿದ್ದ ವಿಭಾಗೀಯ ಪೀಠ ಆದೇಶ ನೀಡಿದೆ. ಇದರಿಂದ ಇಂದಿನಿಂದ ಆರಂಭವಾಗಬೇಕಿದ್ದ ರೇಸ್ ಪಂದ್ಯಾವಳಿಗಳು ತಾತ್ಕಾಲಿಕವಾಗಿ ಸ್ಥಗಿತಗೊಂಡಿದೆ.: [32, 1259, 149, 1334]
guides-headline[interactable]: [296, 1253, 940, 1287]
paragraph: ಈ ಹಿನ್ನೆಲೆಯಲ್ಲಿ ರಾಜ್ಯ ಸರ್ಕಾರ ಹಲವು ಪೊಲೀಸ್ ಅಧಿಕಾರಿಗಳನ್ನು ಅಮಾನತು ಮಾಡಿದ್ದು, ಜಿಲ್ಲಾಧಿಕಾರಿಯನ್ನು ವರ್ಗಾವಣೆ ಮಾಡಿದೆ.: [720, 645, 905, 668]
parishat-headline[interactable]: [10, 603, 290, 651]
paragraph: ತನ್ನ ಶಾಲೆಯ ಮಕ್ಕಳೊಂದಿಗೆ ದೂರದರ್ಶನದ ಚಂದನ ವಾಹಿನಿಯಲ್ಲಿ ಪ್ರಸಾರವಾಗುವ ಮಧುರಗಾನ ರಾಗಸಾಗರ ಕಾರ್ಯಕ್ರಮಗಳಲ್ಲಿ ಆಕೆ ನಿರ್ದೇಶಕಿ. ಆಕೆಯ ಮಗಳು ಕೂಡ ಸಂಗೀತದಲ್ಲಿ ತನ್ನ ತಾಯಿಯ ಹಾದಿಯಲ್ಲಿಯೇ ನಡೆದಳು.: [387, 425, 551, 495]
paragraph: ಗಾಲಿಜನಾರ್ದನರೆಡ್ಡಿ, ರಾಘವೇಂದ್ರ ಹಿಟ್ನಾಳ್ ಹಾಗು ಪ್ರವಾಸೋದ್ಯಮ ಇಲಾಖೆಯ ಅಧಿಕಾರಿಗಳು ಪಾಲ್ಗೊಳ್ಳುವರು. ದೇಶದ ಸಾಂಸ್ಕೃತಿಕ ರಾಯಭಾರಿಗಳಾಗಿ ಕಾರ್ಯನಿರ್ವಹಿಸುತ್ತಿರುವ ಮಾರ್ಗದರ್ಶಿಗಳಿಗೆ ಪ್ರಸ್ತುತ 5 ಸಾವಿರ ರು: [594, 1367, 713, 1440]
person: [47, 678, 73, 748]
jockey: [184, 1068, 202, 1094]
person: [199, 692, 225, 748]
paragraph: ದಿಗ್ಗಜ ಗಾಯಕರು, ನುರಿತ ಸಂಗೀತಜ್ಞರ ತಿದ್ದಿ ತೀಡುವಿಕೆಯಲ್ಲಿ ಮತ್ತಷ್ಟು ಪರಿಣತಿಯನ್ನು ಗಳಿಸಿದ ಆಕೆಯ ಮಗಳು ಸ್ಪರ್ಧೆಯ ಅಂತಿಮ ಹಂತಗಳನ್ನು ತಲುಪಿದ್ದಳು.: [748, 323, 894, 379]
person: [646, 946, 692, 1044]
masthead-divider: [16, 108, 928, 110]
paragraph: ಚಿಕ್ಕಂದಿನಲ್ಲಿ ನನ್ನ ತಂದೆ ನನ್ನನ್ನು ಒತ್ತಾಯದಿಂದ ನಸುಕಿನಲ್ಲಿ ಎಬ್ಬಿಸಿ ಕೂರಿಸಿ ಹೇಳಿಕೊಟ್ಟ ಸಂಗೀತ ಪಾಠ ನನ್ನ ಕೈ ಹಿಡಿದಿದೆ. ಅದುವೇ ನನಗೆ ಬದುಕು ನಡೆಸಲು ಸಹಕಾರಿಯಾಗಿದೆ. ಅದುವೇ ನನ್ನ ಸಂಪಾದನೆಯ ಹಾದಿಯಾಗಿದೆ ಎಂದು ಇದೀಗ ಆಕೆ ತಂದೆಯನ್ನು ಕೃತಜ್ಞತೆಯಿಂದ ನೆನೆಯುತ್ತಾಳೆ.: [748, 454, 904, 539]
horse-number-badge: 2: [88, 1070, 102, 1084]
person: [686, 711, 693, 737]
paragraph: ಕುದುರೆ ರೇಸ್ ಆಯೋಜನೆಗೆ ಅನುಮತಿ ನಿರಾಕರಿಸಿ ರಾಜ್ಯ ಸರ್ಕಾರ 2024ರ ಜೂ.6ರಂದು ಹೊರಡಿಸಿದ್ದ ಆದೇಶ ಪ್ರಶ್ನಿಸಿ: [32, 1336, 138, 1385]
headline-black-text: ಭಾರತ-ಬಾಂಗ್ಲಾದೇಶ ಬಹು ಒಪ್ಪಂದಗಳಿಗೆ ಸಹಿ,: [743, 829, 927, 868]
photo-sign: ಪತ್ರಿಕಾ ಭವನ: [450, 902, 560, 928]
column-divider: [289, 600, 291, 1462]
